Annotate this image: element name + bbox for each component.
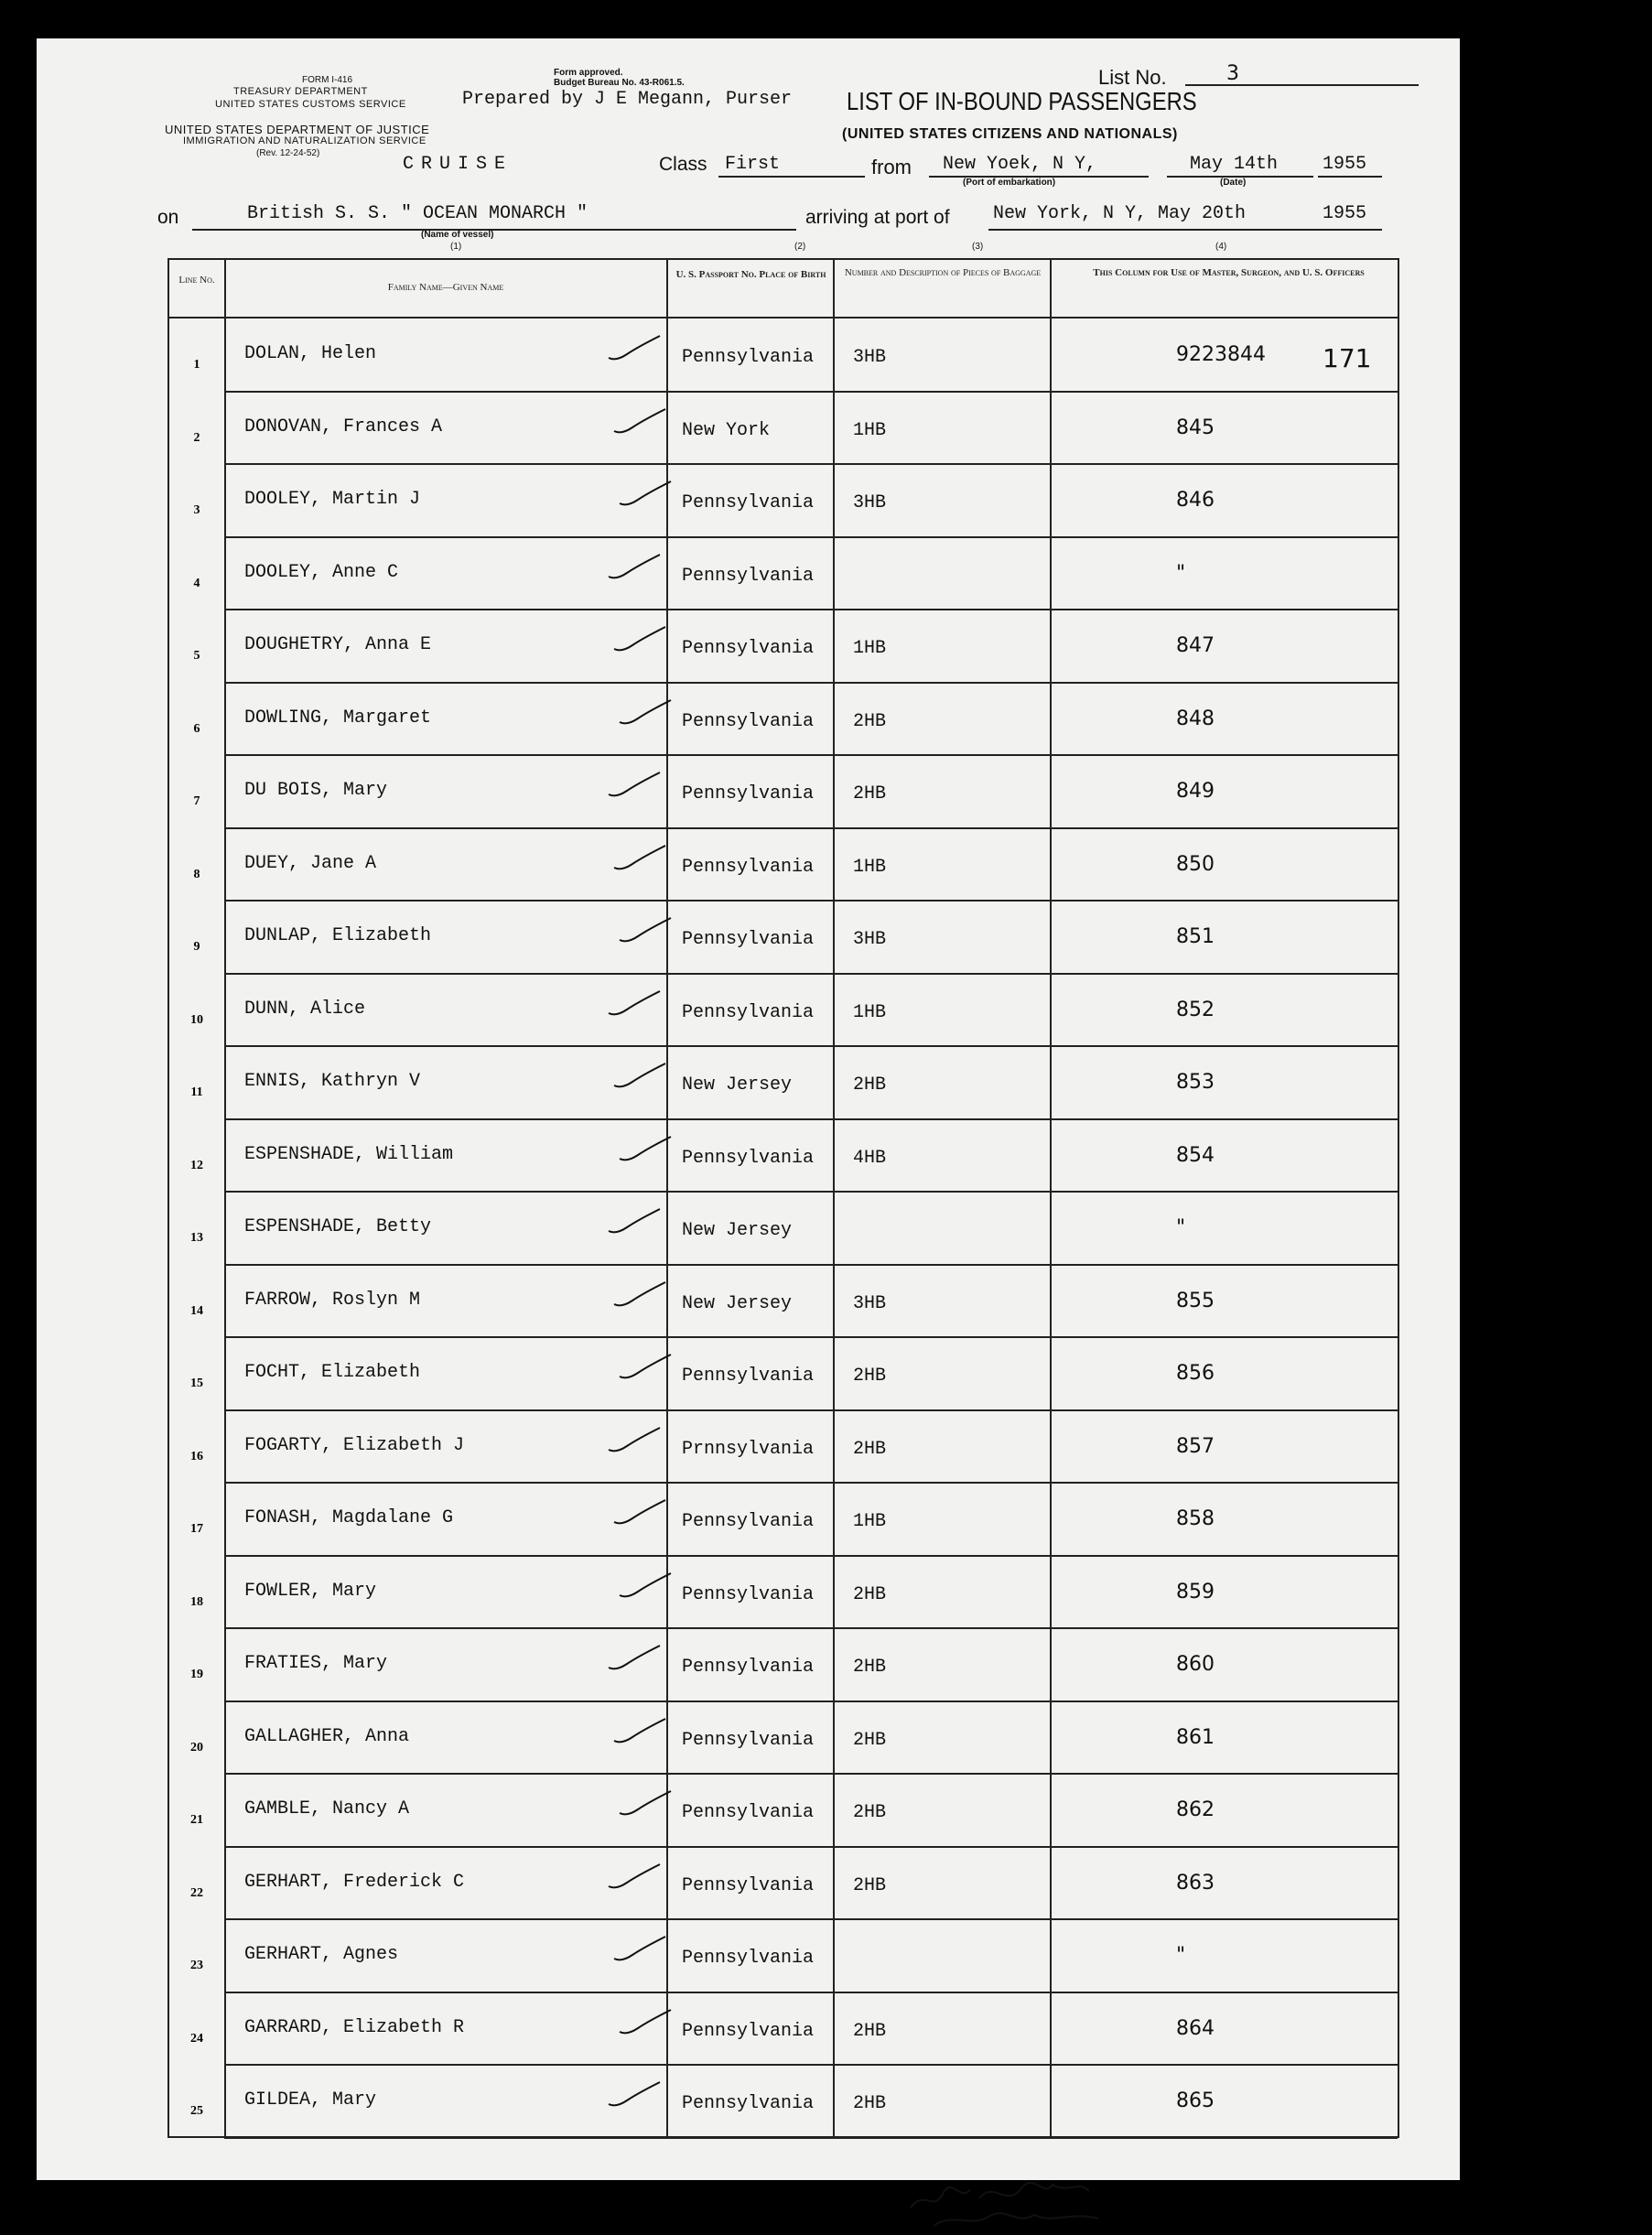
- ins: IMMIGRATION AND NATURALIZATION SERVICE: [183, 135, 426, 146]
- check-mark-icon: [612, 1280, 667, 1308]
- line-number: 23: [190, 1959, 203, 1972]
- place-of-birth: Pennsylvania: [682, 1948, 815, 1969]
- baggage: 3HB: [853, 1292, 887, 1314]
- check-mark-icon: [607, 553, 662, 580]
- table-row: [169, 1773, 1398, 1845]
- check-mark-icon: [612, 407, 667, 435]
- budget-bureau: Budget Bureau No. 43-R061.5.: [554, 78, 685, 88]
- vessel-caption: (Name of vessel): [421, 230, 494, 240]
- table-row: [169, 1045, 1398, 1118]
- passenger-name: FARROW, Roslyn M: [244, 1289, 421, 1311]
- line-number: 12: [190, 1158, 203, 1172]
- treasury-dept: TREASURY DEPARTMENT: [233, 86, 368, 97]
- officer-number: 860: [1176, 1653, 1215, 1676]
- baggage: 2HB: [853, 710, 887, 732]
- check-mark-icon: [618, 1353, 673, 1380]
- passenger-name: GALLAGHER, Anna: [244, 1725, 410, 1747]
- baggage: 2HB: [853, 2093, 887, 2114]
- baggage: 1HB: [853, 856, 887, 878]
- passenger-name: FRATIES, Mary: [244, 1653, 388, 1674]
- table-row: [169, 1118, 1398, 1191]
- baggage: 2HB: [853, 1366, 887, 1387]
- check-mark-icon: [618, 1789, 673, 1817]
- officer-extra: 171: [1323, 343, 1372, 373]
- baggage: 2HB: [853, 1802, 887, 1823]
- line-number: 1: [193, 358, 200, 372]
- table-row: [169, 973, 1398, 1045]
- place-of-birth: Pennsylvania: [682, 1366, 815, 1387]
- line-number: 25: [190, 2104, 203, 2118]
- line-number: 20: [190, 1740, 203, 1755]
- baggage: 4HB: [853, 1147, 887, 1169]
- passenger-name: DOWLING, Margaret: [244, 707, 432, 729]
- date-caption: (Date): [1220, 178, 1247, 188]
- passenger-name: GERHART, Agnes: [244, 1944, 399, 1965]
- line-number: 24: [190, 2031, 203, 2046]
- list-no-value: 3: [1226, 62, 1239, 85]
- baggage: 2HB: [853, 1583, 887, 1605]
- check-mark-icon: [612, 1498, 667, 1526]
- table-row: [169, 1409, 1398, 1482]
- check-mark-icon: [618, 2008, 673, 2035]
- check-mark-icon: [607, 2080, 662, 2108]
- officer-number: 848: [1176, 707, 1215, 730]
- caption-4: (4): [1215, 242, 1227, 252]
- baggage: 2HB: [853, 783, 887, 804]
- check-mark-icon: [607, 1862, 662, 1890]
- passenger-name: DOOLEY, Anne C: [244, 561, 399, 583]
- inspector-signature: [906, 2171, 1144, 2235]
- passenger-name: DOLAN, Helen: [244, 343, 377, 364]
- baggage: 2HB: [853, 1874, 887, 1896]
- line-number: 19: [190, 1668, 203, 1681]
- baggage: 2HB: [853, 2020, 887, 2042]
- place-of-birth: Pennsylvania: [682, 856, 815, 878]
- check-mark-icon: [607, 334, 662, 362]
- officer-number: 861: [1176, 1725, 1215, 1749]
- form-number: FORM I-416: [302, 75, 353, 85]
- table-row: [169, 1846, 1398, 1918]
- form-approved: Form approved.: [554, 68, 623, 78]
- table-row: [169, 827, 1398, 900]
- passenger-name: ESPENSHADE, William: [244, 1143, 454, 1165]
- passenger-name: GERHART, Frederick C: [244, 1871, 465, 1893]
- passenger-list-page: [37, 38, 1460, 2180]
- check-mark-icon: [612, 1717, 667, 1744]
- officer-number: 845: [1176, 416, 1215, 439]
- table-row: [169, 1918, 1398, 1991]
- passenger-name: DOOLEY, Martin J: [244, 489, 421, 510]
- officer-number: 859: [1176, 1580, 1215, 1603]
- place-of-birth: Pennsylvania: [682, 1583, 815, 1605]
- line-number: 21: [190, 1813, 203, 1827]
- officer-number: 856: [1176, 1362, 1215, 1385]
- place-of-birth: Pennsylvania: [682, 1802, 815, 1823]
- place-of-birth: New Jersey: [682, 1220, 793, 1241]
- passenger-name: ESPENSHADE, Betty: [244, 1216, 432, 1237]
- caption-1: (1): [450, 242, 462, 252]
- cruise-stamp: CRUISE: [403, 154, 513, 175]
- col-line-no: Line No.: [178, 275, 215, 286]
- officer-number: ": [1176, 561, 1186, 585]
- line-number: 17: [190, 1522, 203, 1536]
- table-row: [169, 609, 1398, 681]
- check-mark-icon: [607, 1207, 662, 1235]
- check-mark-icon: [607, 771, 662, 798]
- passenger-table: [167, 258, 1399, 2138]
- form-subtitle: (UNITED STATES CITIZENS AND NATIONALS): [842, 126, 1178, 142]
- check-mark-icon: [618, 1135, 673, 1162]
- table-row: [169, 1482, 1398, 1554]
- line-number: 13: [190, 1231, 203, 1245]
- officer-number: 858: [1176, 1507, 1215, 1530]
- officer-number: 847: [1176, 634, 1215, 657]
- table-row: [169, 391, 1398, 463]
- table-row: [169, 318, 1398, 390]
- place-of-birth: Pennsylvania: [682, 1511, 815, 1532]
- passenger-name: DONOVAN, Frances A: [244, 416, 443, 437]
- baggage: 1HB: [853, 1511, 887, 1532]
- passenger-name: GILDEA, Mary: [244, 2089, 377, 2111]
- passenger-name: DUEY, Jane A: [244, 852, 377, 874]
- caption-3: (3): [972, 242, 984, 252]
- place-of-birth: Pennsylvania: [682, 710, 815, 732]
- col-officers: This Column for Use of Master, Surgeon, and U. S. Officers: [1093, 267, 1365, 278]
- officer-number: 846: [1176, 489, 1215, 512]
- place-of-birth: Pennsylvania: [682, 492, 815, 513]
- passenger-name: DU BOIS, Mary: [244, 780, 388, 801]
- officer-number: 857: [1176, 1434, 1215, 1458]
- class-value: First: [725, 154, 781, 175]
- table-row: [169, 1191, 1398, 1263]
- line-number: 6: [193, 721, 200, 736]
- baggage: 1HB: [853, 1001, 887, 1023]
- table-row: [169, 1627, 1398, 1700]
- class-label: Class: [659, 154, 707, 175]
- table-row: [169, 1701, 1398, 1773]
- col-name: Family Name—Given Name: [387, 282, 504, 293]
- line-number: 15: [190, 1377, 203, 1390]
- check-mark-icon: [618, 1571, 673, 1599]
- caption-2: (2): [794, 242, 806, 252]
- officer-number: 853: [1176, 1071, 1215, 1094]
- table-row: [169, 900, 1398, 972]
- check-mark-icon: [612, 1062, 667, 1089]
- place-of-birth: Pennsylvania: [682, 929, 815, 950]
- table-row: [169, 2064, 1398, 2136]
- officer-number: 852: [1176, 998, 1215, 1021]
- table-row: [169, 463, 1398, 535]
- place-of-birth: Pennsylvania: [682, 1001, 815, 1023]
- passenger-name: FOWLER, Mary: [244, 1580, 377, 1602]
- customs-service: UNITED STATES CUSTOMS SERVICE: [215, 99, 406, 110]
- line-number: 5: [193, 649, 200, 663]
- place-of-birth: Pennsylvania: [682, 2020, 815, 2042]
- baggage: 2HB: [853, 1657, 887, 1678]
- table-row: [169, 1992, 1398, 2064]
- doj: UNITED STATES DEPARTMENT OF JUSTICE: [165, 123, 430, 136]
- table-row: [169, 682, 1398, 754]
- table-row: [169, 754, 1398, 826]
- check-mark-icon: [618, 480, 673, 507]
- passenger-name: DUNN, Alice: [244, 998, 366, 1020]
- place-of-birth: New York: [682, 419, 771, 441]
- line-number: 9: [193, 940, 200, 954]
- check-mark-icon: [612, 844, 667, 871]
- depart-year: 1955: [1323, 154, 1367, 175]
- list-no-label: List No.: [1098, 66, 1167, 89]
- table-row: [169, 1336, 1398, 1409]
- place-of-birth: New Jersey: [682, 1074, 793, 1096]
- officer-number: 854: [1176, 1143, 1215, 1167]
- check-mark-icon: [607, 989, 662, 1017]
- officer-number: 9223844: [1176, 343, 1266, 366]
- table-row: [169, 1264, 1398, 1336]
- line-number: 14: [190, 1303, 203, 1318]
- from-value: New Yoek, N Y,: [943, 154, 1097, 175]
- depart-date: May 14th: [1190, 154, 1279, 175]
- col-birth: U. S. Passport No. Place of Birth: [675, 269, 826, 280]
- check-mark-icon: [607, 1644, 662, 1671]
- arrival-port: New York, N Y, May 20th: [993, 203, 1247, 224]
- check-mark-icon: [607, 1426, 662, 1453]
- place-of-birth: Pennsylvania: [682, 1657, 815, 1678]
- line-number: 22: [190, 1885, 203, 1900]
- baggage: 1HB: [853, 638, 887, 659]
- passenger-name: GAMBLE, Nancy A: [244, 1798, 410, 1819]
- place-of-birth: Pennsylvania: [682, 2093, 815, 2114]
- table-row: [169, 536, 1398, 609]
- line-number: 16: [190, 1449, 203, 1463]
- line-number: 4: [193, 576, 200, 590]
- place-of-birth: Pennsylvania: [682, 1729, 815, 1751]
- officer-number: 851: [1176, 925, 1215, 948]
- officer-number: 850: [1176, 852, 1215, 876]
- place-of-birth: Pennsylvania: [682, 565, 815, 587]
- baggage: 2HB: [853, 1729, 887, 1751]
- check-mark-icon: [618, 698, 673, 726]
- line-number: 7: [193, 794, 200, 808]
- passenger-name: FONASH, Magdalane G: [244, 1507, 454, 1528]
- line-number: 11: [190, 1085, 203, 1099]
- officer-number: ": [1176, 1216, 1186, 1239]
- place-of-birth: New Jersey: [682, 1292, 793, 1314]
- line-number: 3: [193, 503, 200, 517]
- form-title: LIST OF IN-BOUND PASSENGERS: [847, 87, 1197, 115]
- officer-number: 849: [1176, 780, 1215, 803]
- passenger-name: DOUGHETRY, Anna E: [244, 634, 432, 655]
- line-number: 10: [190, 1012, 203, 1027]
- officer-number: 863: [1176, 1871, 1215, 1895]
- officer-number: 864: [1176, 2016, 1215, 2040]
- place-of-birth: Pennsylvania: [682, 1874, 815, 1896]
- on-label: on: [157, 207, 179, 228]
- place-of-birth: Prnnsylvania: [682, 1438, 815, 1460]
- baggage: 3HB: [853, 347, 887, 368]
- arriving-label: arriving at port of: [805, 207, 950, 228]
- vessel-name: British S. S. " OCEAN MONARCH ": [247, 203, 588, 224]
- officer-number: ": [1176, 1944, 1186, 1967]
- col-baggage: Number and Description of Pieces of Baggage: [844, 267, 1042, 278]
- baggage: 1HB: [853, 419, 887, 441]
- place-of-birth: Pennsylvania: [682, 1147, 815, 1169]
- passenger-name: ENNIS, Kathryn V: [244, 1071, 421, 1092]
- baggage: 3HB: [853, 492, 887, 513]
- passenger-name: FOGARTY, Elizabeth J: [244, 1434, 465, 1456]
- revision: (Rev. 12-24-52): [256, 148, 320, 158]
- prepared-by: Prepared by J E Megann, Purser: [462, 89, 793, 110]
- from-label: from: [871, 156, 912, 178]
- line-number: 18: [190, 1594, 203, 1609]
- baggage: 2HB: [853, 1438, 887, 1460]
- officer-number: 855: [1176, 1289, 1215, 1312]
- place-of-birth: Pennsylvania: [682, 347, 815, 368]
- table-row: [169, 1555, 1398, 1627]
- line-number: 2: [193, 430, 200, 445]
- officer-number: 862: [1176, 1798, 1215, 1821]
- check-mark-icon: [612, 1935, 667, 1962]
- arrival-year: 1955: [1323, 203, 1367, 224]
- place-of-birth: Pennsylvania: [682, 638, 815, 659]
- from-caption: (Port of embarkation): [963, 178, 1056, 188]
- officer-number: 865: [1176, 2089, 1215, 2112]
- check-mark-icon: [612, 625, 667, 653]
- check-mark-icon: [618, 916, 673, 944]
- passenger-name: GARRARD, Elizabeth R: [244, 2016, 465, 2038]
- baggage: 3HB: [853, 929, 887, 950]
- passenger-name: DUNLAP, Elizabeth: [244, 925, 432, 946]
- baggage: 2HB: [853, 1074, 887, 1096]
- passenger-name: FOCHT, Elizabeth: [244, 1362, 421, 1383]
- line-number: 8: [193, 867, 200, 881]
- place-of-birth: Pennsylvania: [682, 783, 815, 804]
